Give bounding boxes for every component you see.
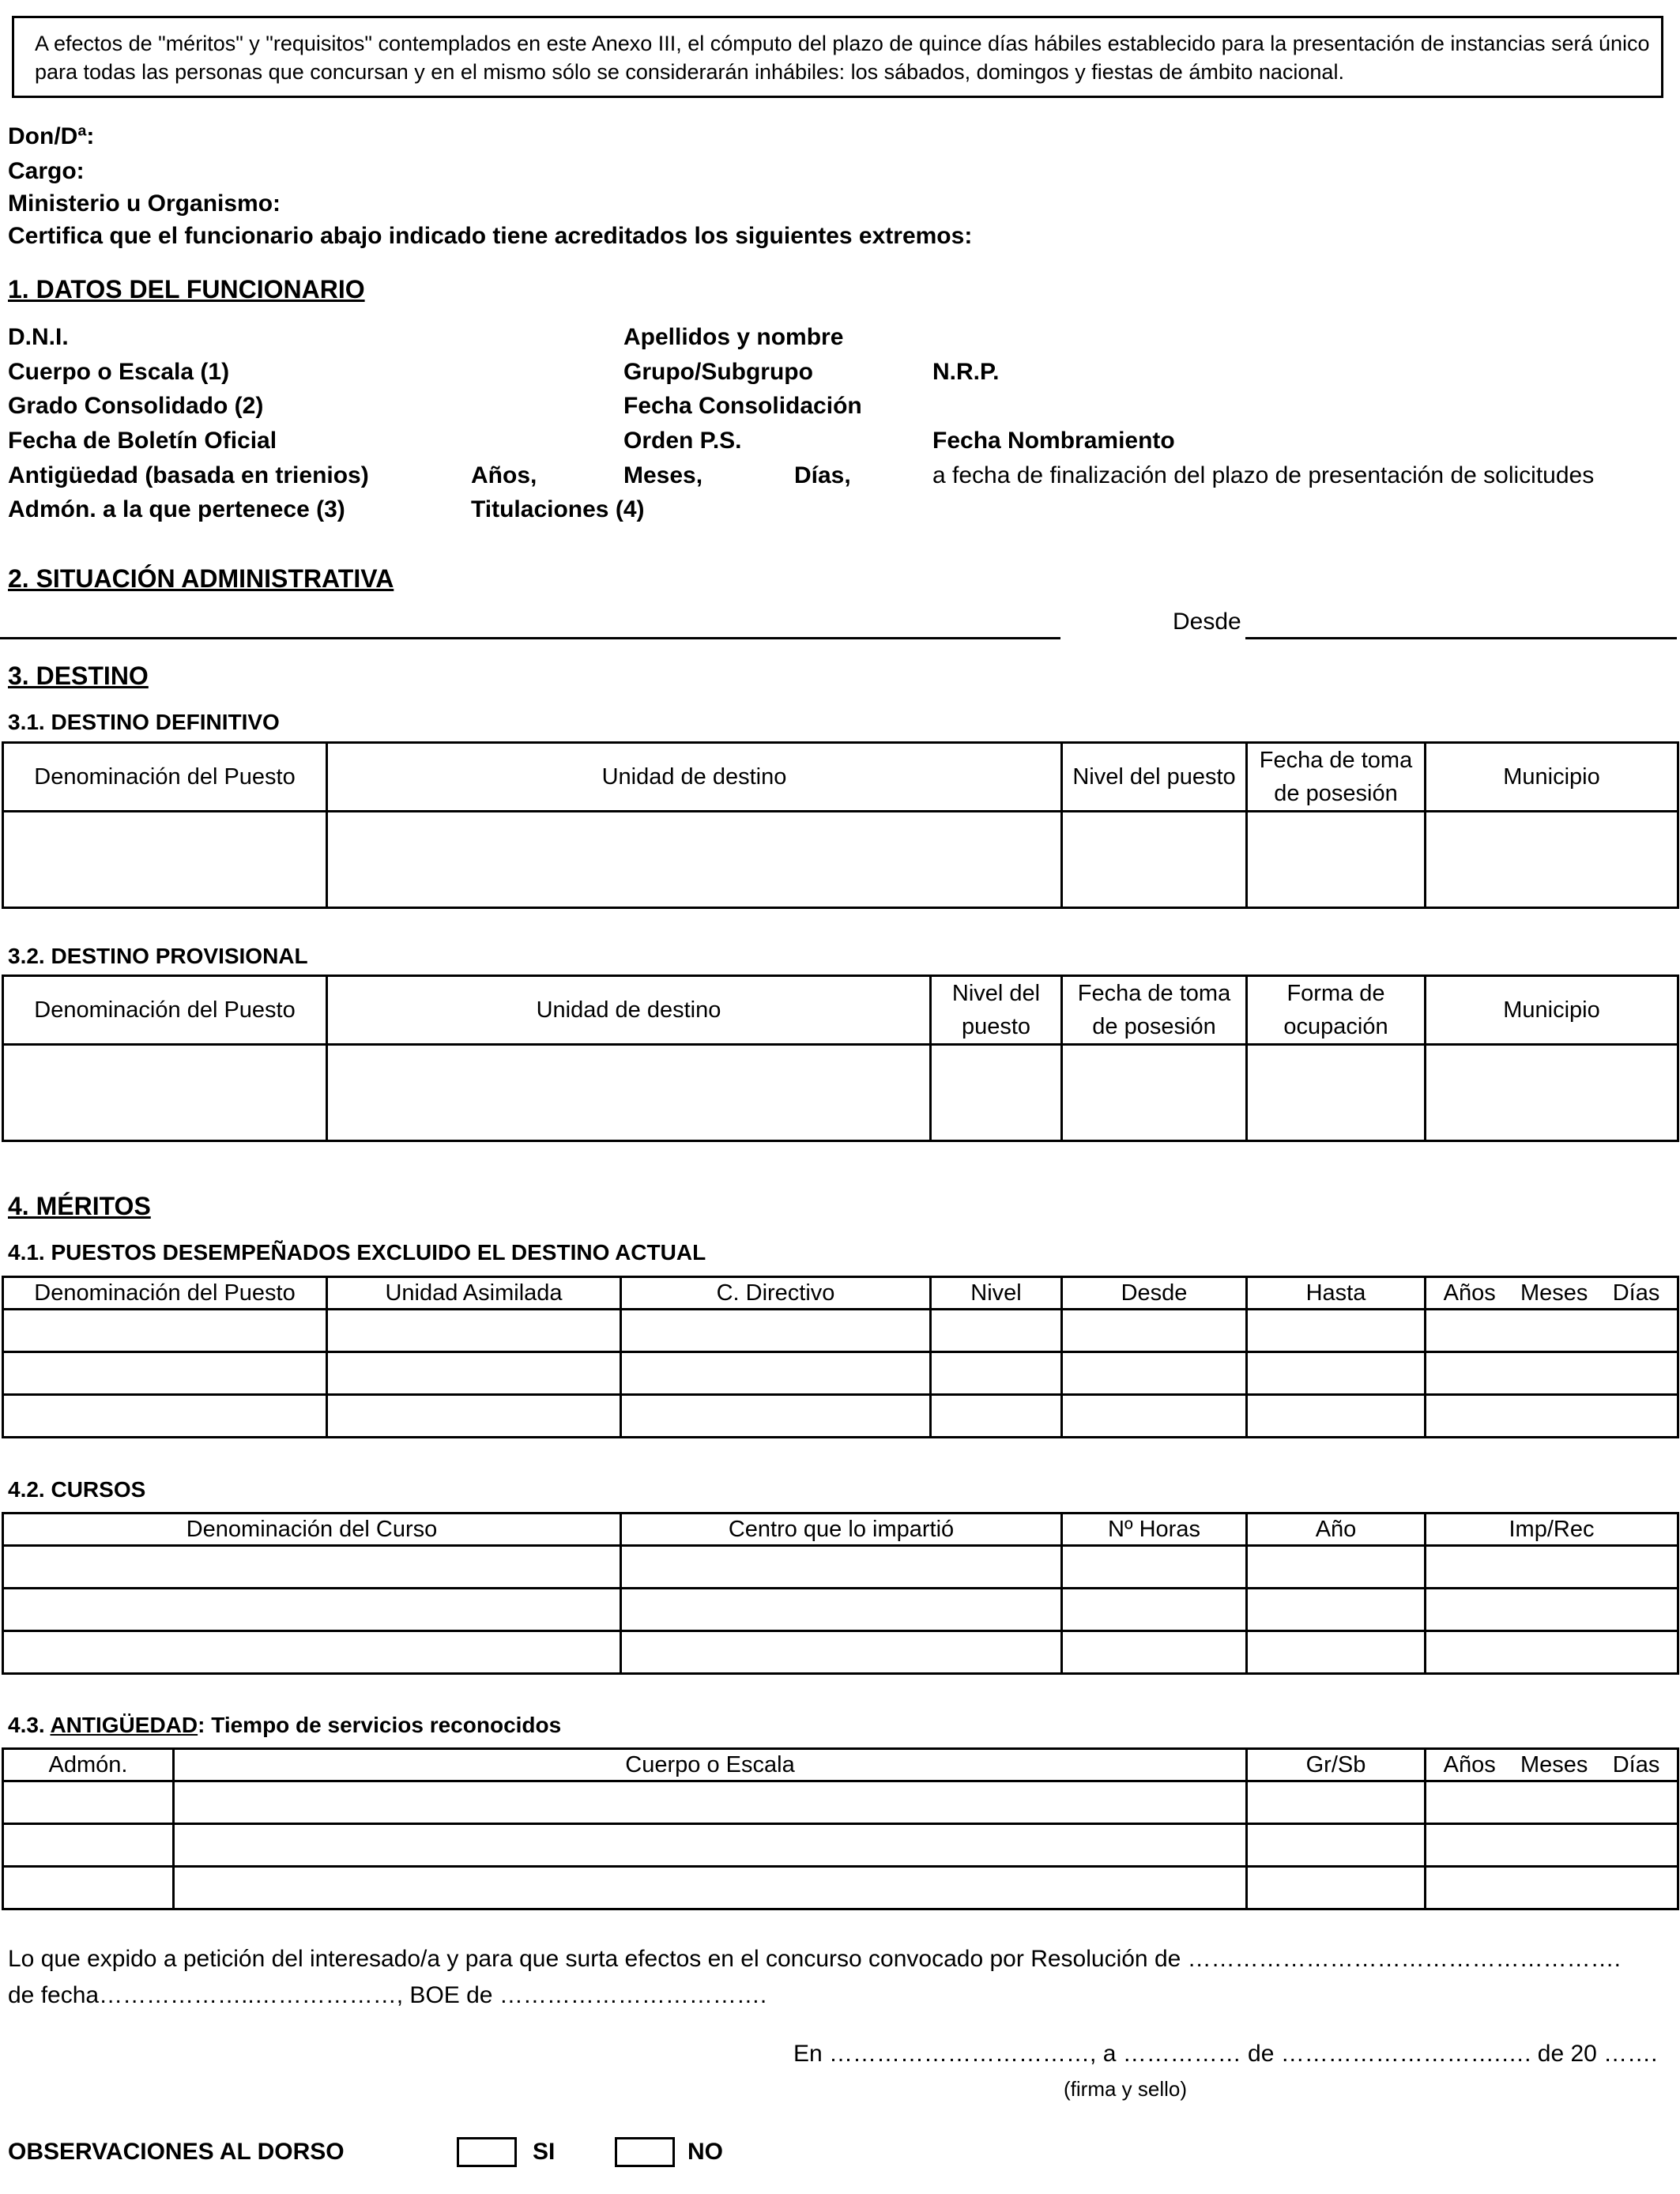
- cursos-table: [2, 1512, 1679, 1675]
- lugar-fecha-text: En ……………………………, a …………… de ……………………….…. de 20 …….: [793, 2041, 1658, 2067]
- table-row: [3, 1546, 1678, 1589]
- si-checkbox[interactable]: [457, 2137, 517, 2167]
- titulaciones-label: Titulaciones (4): [471, 496, 645, 522]
- meses-label: Meses,: [623, 462, 703, 488]
- input-cell[interactable]: [621, 1589, 1062, 1631]
- fecha-boletin-label: Fecha de Boletín Oficial: [8, 428, 277, 454]
- apellidos-label: Apellidos y nombre: [623, 324, 844, 350]
- antiguedad-title: [8, 1713, 561, 1738]
- notice-text: A efectos de "méritos" y "requisitos" contemplados en este Anexo III, el cómputo del plazo de quince días hábiles establecido para la presentación de instancias será único para todas las personas que concursan y en el mismo sólo se considerarán inhábiles: los sábados, domingos y fiestas de ámbito nacional.: [35, 32, 1650, 84]
- fecha-nombramiento-label: Fecha Nombramiento: [932, 428, 1175, 454]
- input-cell[interactable]: [621, 1352, 931, 1395]
- table-row: [3, 1310, 1678, 1352]
- input-cell[interactable]: [621, 1310, 931, 1352]
- input-cell[interactable]: [1247, 1781, 1426, 1824]
- anos-label: Años,: [471, 462, 537, 488]
- header-cell: Nivel: [931, 1277, 1062, 1310]
- table-row: [3, 1589, 1678, 1631]
- header-cell: Unidad de destino: [327, 743, 1062, 812]
- input-cell[interactable]: [327, 1045, 931, 1141]
- input-cell[interactable]: [1426, 1781, 1678, 1824]
- destino-definitivo-title: 3.1. DESTINO DEFINITIVO: [8, 710, 280, 734]
- input-cell[interactable]: [1426, 812, 1678, 908]
- input-cell[interactable]: [1426, 1395, 1678, 1438]
- header-cell: Desde: [1062, 1277, 1247, 1310]
- input-cell[interactable]: [1426, 1352, 1678, 1395]
- input-cell[interactable]: [3, 1824, 174, 1867]
- table-row: [3, 1781, 1678, 1824]
- no-label: NO: [687, 2139, 723, 2165]
- header-cell: [1426, 1749, 1678, 1781]
- input-cell[interactable]: [174, 1867, 1247, 1909]
- input-cell[interactable]: [1247, 1395, 1426, 1438]
- section3-title: 3. DESTINO: [8, 662, 149, 690]
- input-cell[interactable]: [327, 1352, 621, 1395]
- nrp-label: N.R.P.: [932, 359, 1000, 385]
- header-cell: Hasta: [1247, 1277, 1426, 1310]
- input-cell[interactable]: [1426, 1310, 1678, 1352]
- input-cell[interactable]: [621, 1631, 1062, 1674]
- input-cell[interactable]: [1062, 1546, 1247, 1589]
- input-cell[interactable]: [1426, 1867, 1678, 1909]
- dias-header: Días: [1612, 1752, 1660, 1777]
- ministerio-label: Ministerio u Organismo:: [8, 190, 281, 217]
- header-cell: [1426, 1277, 1678, 1310]
- table-row: [3, 1631, 1678, 1674]
- header-cell: Municipio: [1426, 976, 1678, 1045]
- input-cell[interactable]: [1426, 1546, 1678, 1589]
- input-cell[interactable]: [1247, 1045, 1426, 1141]
- cargo-label: Cargo:: [8, 158, 85, 184]
- cursos-title: 4.2. CURSOS: [8, 1477, 146, 1502]
- header-cell: Centro que lo impartió: [621, 1514, 1062, 1546]
- antiguedad-title-word: ANTIGÜEDAD: [50, 1713, 198, 1737]
- destino-provisional-title: 3.2. DESTINO PROVISIONAL: [8, 944, 308, 968]
- input-cell[interactable]: [1426, 1589, 1678, 1631]
- input-cell[interactable]: [1426, 1631, 1678, 1674]
- header-cell: Unidad Asimilada: [327, 1277, 621, 1310]
- input-cell[interactable]: [327, 1395, 621, 1438]
- input-cell[interactable]: [3, 1867, 174, 1909]
- header-cell: Denominación del Puesto: [3, 1277, 327, 1310]
- header-cell: Unidad de destino: [327, 976, 931, 1045]
- input-cell[interactable]: [621, 1395, 931, 1438]
- antiguedad-label: Antigüedad (basada en trienios): [8, 462, 369, 488]
- table-row: [3, 1395, 1678, 1438]
- input-cell[interactable]: [1062, 812, 1247, 908]
- input-cell[interactable]: [1247, 1310, 1426, 1352]
- input-cell[interactable]: [1247, 1824, 1426, 1867]
- admon-label: Admón. a la que pertenece (3): [8, 496, 345, 522]
- input-cell[interactable]: [3, 1589, 621, 1631]
- dias-label: Días,: [794, 462, 851, 488]
- table-row: [3, 1824, 1678, 1867]
- header-cell: Fecha de toma de posesión: [1247, 743, 1426, 812]
- input-cell[interactable]: [1062, 1589, 1247, 1631]
- input-cell[interactable]: [327, 1310, 621, 1352]
- meses-header: Meses: [1520, 1280, 1588, 1306]
- input-cell[interactable]: [1062, 1395, 1247, 1438]
- antiguedad-title-rest: : Tiempo de servicios reconocidos: [198, 1713, 562, 1737]
- grupo-label: Grupo/Subgrupo: [623, 359, 813, 385]
- destino-definitivo-table: [2, 741, 1679, 909]
- table-row: [3, 1045, 1678, 1141]
- observaciones-label: OBSERVACIONES AL DORSO: [8, 2139, 345, 2165]
- puestos-table: [2, 1276, 1679, 1438]
- input-cell[interactable]: [931, 1395, 1062, 1438]
- firma-sello-text: (firma y sello): [1064, 2077, 1188, 2101]
- finalizacion-text: a fecha de finalización del plazo de presentación de solicitudes: [932, 462, 1595, 488]
- input-cell[interactable]: [3, 1631, 621, 1674]
- input-cell[interactable]: [174, 1824, 1247, 1867]
- header-cell: Municipio: [1426, 743, 1678, 812]
- section2-title: 2. SITUACIÓN ADMINISTRATIVA: [8, 564, 394, 593]
- desde-line[interactable]: [1245, 637, 1677, 639]
- dias-header: Días: [1612, 1280, 1660, 1306]
- fecha-consolidacion-label: Fecha Consolidación: [623, 393, 862, 419]
- input-cell[interactable]: [1247, 1589, 1426, 1631]
- don-label: Don/Dª:: [8, 123, 95, 149]
- situacion-line[interactable]: [0, 637, 1060, 639]
- destino-provisional-table: [2, 974, 1679, 1142]
- input-cell[interactable]: [621, 1546, 1062, 1589]
- no-checkbox[interactable]: [615, 2137, 675, 2167]
- input-cell[interactable]: [1062, 1045, 1247, 1141]
- expido-text: Lo que expido a petición del interesado/a y para que surta efectos en el concurso convocado por Resolución de ……………………………………………….: [8, 1946, 1621, 1972]
- input-cell[interactable]: [3, 812, 327, 908]
- header-cell: Admón.: [3, 1749, 174, 1781]
- cuerpo-label: Cuerpo o Escala (1): [8, 359, 230, 385]
- header-cell: Imp/Rec: [1426, 1514, 1678, 1546]
- dni-label: D.N.I.: [8, 324, 69, 350]
- antiguedad-table: [2, 1747, 1679, 1910]
- input-cell[interactable]: [931, 1045, 1062, 1141]
- meses-header: Meses: [1520, 1752, 1588, 1777]
- header-cell: C. Directivo: [621, 1277, 931, 1310]
- header-cell: Nivel del puesto: [1062, 743, 1247, 812]
- section1-title: 1. DATOS DEL FUNCIONARIO: [8, 275, 365, 303]
- anos-header: Años: [1443, 1280, 1496, 1306]
- anos-header: Años: [1443, 1752, 1496, 1777]
- desde-label: Desde: [1173, 609, 1241, 635]
- input-cell[interactable]: [931, 1352, 1062, 1395]
- input-cell[interactable]: [1247, 1631, 1426, 1674]
- header-cell: Cuerpo o Escala: [174, 1749, 1247, 1781]
- input-cell[interactable]: [327, 812, 1062, 908]
- input-cell[interactable]: [1247, 1352, 1426, 1395]
- input-cell[interactable]: [3, 1352, 327, 1395]
- input-cell[interactable]: [3, 1395, 327, 1438]
- header-cell: Gr/Sb: [1247, 1749, 1426, 1781]
- notice-box: [12, 16, 1663, 98]
- input-cell[interactable]: [3, 1781, 174, 1824]
- puestos-title: 4.1. PUESTOS DESEMPEÑADOS EXCLUIDO EL DESTINO ACTUAL: [8, 1240, 706, 1265]
- input-cell[interactable]: [1062, 1310, 1247, 1352]
- header-cell: Nº Horas: [1062, 1514, 1247, 1546]
- table-row: [3, 1352, 1678, 1395]
- input-cell[interactable]: [174, 1781, 1247, 1824]
- antiguedad-title-prefix: 4.3.: [8, 1713, 51, 1737]
- certifica-text: Certifica que el funcionario abajo indicado tiene acreditados los siguientes extremos:: [8, 223, 973, 249]
- input-cell[interactable]: [3, 1045, 327, 1141]
- input-cell[interactable]: [1062, 1352, 1247, 1395]
- input-cell[interactable]: [3, 1310, 327, 1352]
- input-cell[interactable]: [1247, 1546, 1426, 1589]
- input-cell[interactable]: [1247, 1867, 1426, 1909]
- table-row: [3, 1867, 1678, 1909]
- section4-title: 4. MÉRITOS: [8, 1192, 151, 1220]
- input-cell[interactable]: [931, 1310, 1062, 1352]
- fecha-boe-text: de fecha………………..………………, BOE de …………………………….: [8, 1982, 767, 2008]
- header-cell: Nivel del puesto: [931, 976, 1062, 1045]
- input-cell[interactable]: [1426, 1045, 1678, 1141]
- table-row: [3, 812, 1678, 908]
- input-cell[interactable]: [1426, 1824, 1678, 1867]
- header-cell: Fecha de toma de posesión: [1062, 976, 1247, 1045]
- input-cell[interactable]: [1247, 812, 1426, 908]
- input-cell[interactable]: [3, 1546, 621, 1589]
- input-cell[interactable]: [1062, 1631, 1247, 1674]
- header-cell: Denominación del Curso: [3, 1514, 621, 1546]
- header-cell: Denominación del Puesto: [3, 743, 327, 812]
- header-cell: Año: [1247, 1514, 1426, 1546]
- grado-label: Grado Consolidado (2): [8, 393, 264, 419]
- header-cell: Forma de ocupación: [1247, 976, 1426, 1045]
- header-cell: Denominación del Puesto: [3, 976, 327, 1045]
- orden-label: Orden P.S.: [623, 428, 742, 454]
- si-label: SI: [533, 2139, 556, 2165]
